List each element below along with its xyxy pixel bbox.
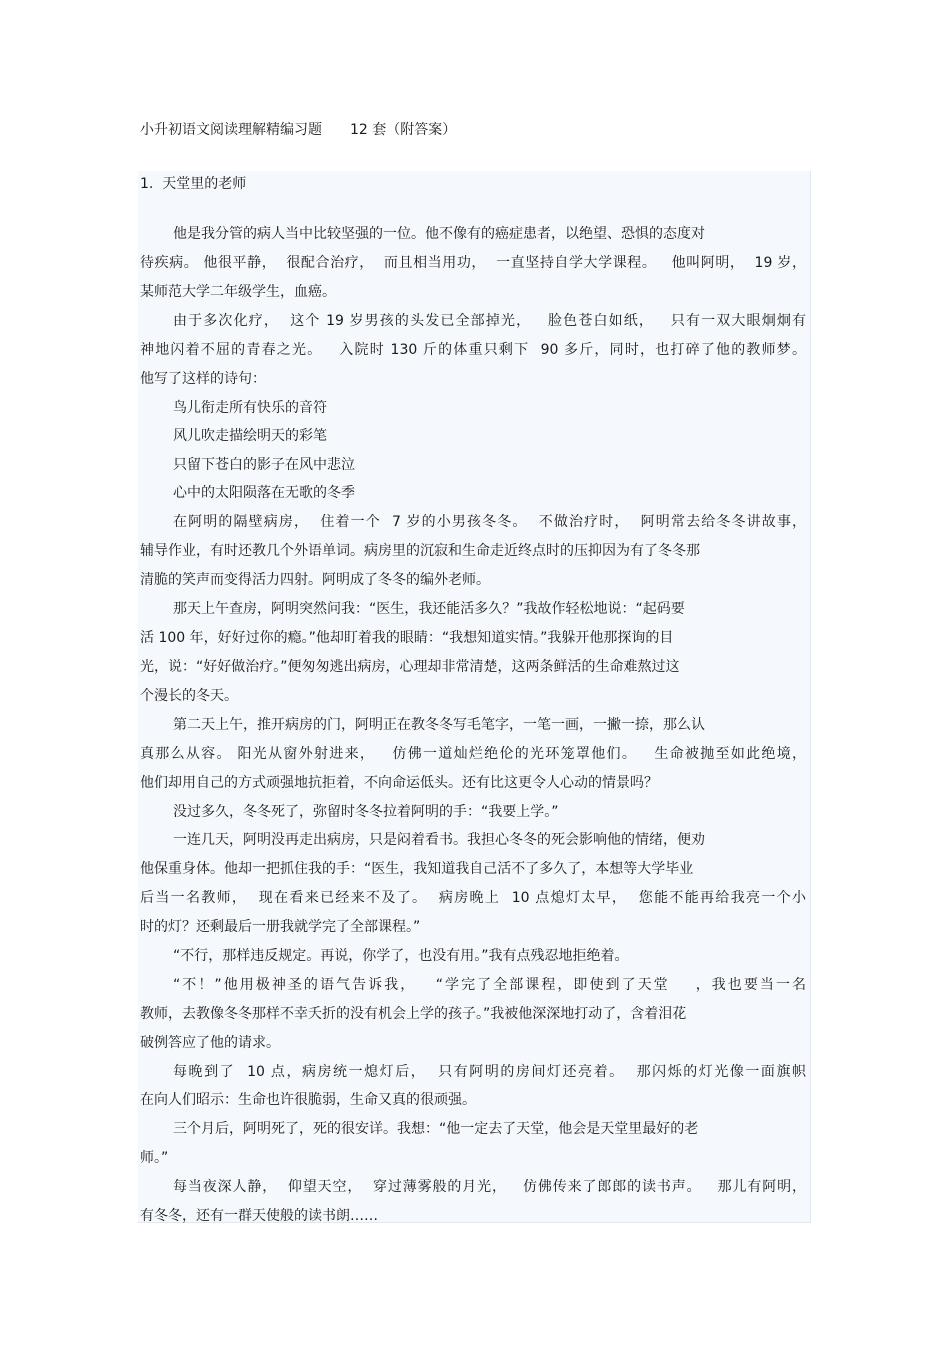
poem-line: 鸟儿衔走所有快乐的音符 xyxy=(173,400,327,416)
paragraph-line: 第二天上午，推开病房的门，阿明正在教冬冬写毛笔字，一笔一画，一撇一捺，那么认 xyxy=(173,717,705,733)
paragraph-line: 三个月后，阿明死了，死的很安详。我想：“他一定去了天堂，他会是天堂里最好的老 xyxy=(173,1121,699,1137)
paragraph-line: 那天上午查房，阿明突然问我：“医生，我还能活多久？”我故作轻松地说：“起码要 xyxy=(173,601,685,617)
paragraph-line: 他写了这样的诗句： xyxy=(140,371,266,387)
paragraph-line: 神地闪着不屈的青春之光。 入院时 130 斤的体重只剩下 90 多斤，同时，也打碎了他的教师梦。 xyxy=(140,342,806,358)
paragraph-line: 一连几天，阿明没再走出病房，只是闷着看书。我担心冬冬的死会影响他的情绪，便劝 xyxy=(173,832,705,848)
paragraph-line: 他们却用自己的方式顽强地抗拒着，不向命运低头。还有比这更令人心动的情景吗？ xyxy=(140,775,658,791)
paragraph-line: 在向人们昭示：生命也许很脆弱，生命又真的很顽强。 xyxy=(140,1092,476,1108)
poem-line: 只留下苍白的影子在风中悲泣 xyxy=(173,457,355,473)
paragraph-line: 教师，去教像冬冬那样不幸夭折的没有机会上学的孩子。”我被他深深地打动了，含着泪花 xyxy=(140,1006,687,1022)
paragraph-line: 真那么从容。 阳光从窗外射进来， 仿佛一道灿烂绝伦的光环笼罩他们。 生命被抛至如此绝境， xyxy=(140,746,806,762)
paragraph-line: 辅导作业，有时还教几个外语单词。病房里的沉寂和生命走近终点时的压抑因为有了冬冬那 xyxy=(140,543,700,559)
paragraph-line: “不行，那样违反规定。再说，你学了，也没有用。”我有点残忍地拒绝着。 xyxy=(173,948,629,964)
paragraph-line: 没过多久，冬冬死了，弥留时冬冬拉着阿明的手：“我要上学。” xyxy=(173,804,559,820)
section-title: 1. 天堂里的老师 xyxy=(140,176,247,192)
paragraph-line: 时的灯？还剩最后一册我就学完了全部课程。” xyxy=(140,919,421,935)
paragraph-line: 个漫长的冬天。 xyxy=(140,688,238,704)
paragraph-line: 破例答应了他的请求。 xyxy=(140,1035,280,1051)
paragraph-line: 他保重身体。他却一把抓住我的手：“医生，我知道我自己活不了多久了，本想等大学毕业 xyxy=(140,861,694,877)
poem-line: 风儿吹走描绘明天的彩笔 xyxy=(173,428,327,444)
paragraph-line: 师。” xyxy=(140,1150,169,1166)
paragraph-line: 待疾病。 他很平静， 很配合治疗， 而且相当用功， 一直坚持自学大学课程。 他叫阿明， 19 岁， xyxy=(140,255,806,271)
paragraph-line: 由于多次化疗， 这个 19 岁男孩的头发已全部掉光， 脸色苍白如纸， 只有一双大眼炯炯有 xyxy=(173,313,806,329)
paragraph-line: 后当一名教师， 现在看来已经来不及了。 病房晚上 10 点熄灯太早， 您能不能再给我亮一个小 xyxy=(140,890,806,906)
paragraph-line: 有冬冬，还有一群天使般的读书朗…… xyxy=(140,1208,378,1224)
paragraph-line: 光，说：“好好做治疗。”便匆匆逃出病房，心理却非常清楚，这两条鲜活的生命难熬过这 xyxy=(140,659,680,675)
paragraph-line: 某师范大学二年级学生，血癌。 xyxy=(140,284,336,300)
paragraph-line: 活 100 年，好好过你的瘾。”他却盯着我的眼睛：“我想知道实情。”我躲开他那探询的目 xyxy=(140,630,674,646)
paragraph-line: 每当夜深人静， 仰望天空， 穿过薄雾般的月光， 仿佛传来了郎郎的读书声。 那儿有阿明， xyxy=(173,1179,806,1195)
document-title: 小升初语文阅读理解精编习题 12 套（附答案） xyxy=(140,122,457,138)
poem-line: 心中的太阳陨落在无歌的冬季 xyxy=(173,485,355,501)
paragraph-line: 他是我分管的病人当中比较坚强的一位。他不像有的癌症患者，以绝望、恐惧的态度对 xyxy=(173,226,705,242)
paragraph-line: 清脆的笑声而变得活力四射。阿明成了冬冬的编外老师。 xyxy=(140,572,490,588)
paragraph-line: 在阿明的隔壁病房， 住着一个 7 岁的小男孩冬冬。 不做治疗时， 阿明常去给冬冬讲故事， xyxy=(173,514,806,530)
paragraph-line: 每晚到了 10 点，病房统一熄灯后， 只有阿明的房间灯还亮着。 那闪烁的灯光像一面旗帜 xyxy=(173,1064,806,1080)
paragraph-line: “不！”他用极神圣的语气告诉我， “学完了全部课程，即使到了天堂 ，我也要当一名 xyxy=(173,977,806,993)
